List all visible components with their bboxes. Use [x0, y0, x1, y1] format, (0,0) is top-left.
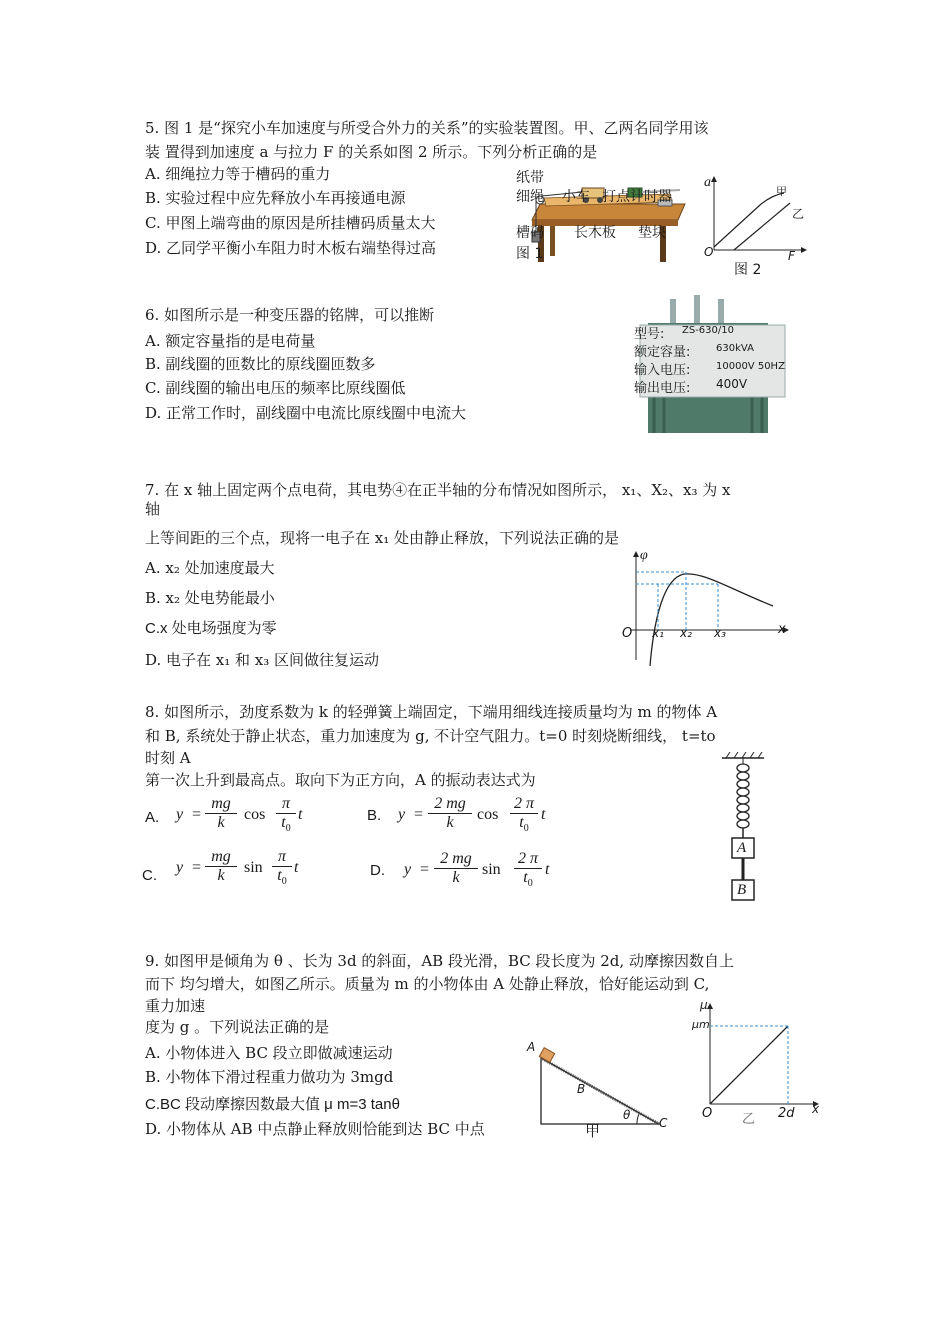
q9-stem-line2: 而下 均匀增大，如图乙所示。质量为 m 的小物体由 A 处静止释放，恰好能运动到 C, [145, 975, 710, 993]
q9-option-a: A. 小物体进入 BC 段立即做减速运动 [145, 1044, 393, 1062]
q6-option-d: D. 正常工作时，副线圈中电流比原线圈中电流大 [145, 404, 467, 422]
q8-b-y: y [398, 806, 406, 823]
label-long-board: 长木板 [574, 225, 616, 241]
q8-a-frac2: $\frac{\pi}{t_0}$ [276, 795, 296, 834]
q8-c-frac1: $\frac{mg}{k}$ [205, 848, 237, 885]
plate-model-label: 型号: [634, 327, 665, 342]
q8-b-eq: = [414, 806, 424, 823]
block-a-label: A [737, 840, 747, 856]
q9-option-b: B. 小物体下滑过程重力做功为 3mgd [145, 1068, 394, 1086]
q8-a-y: y [176, 806, 184, 823]
two-d-label: 2d [778, 1106, 795, 1121]
q8-a-func: cos [244, 806, 266, 823]
plate-model-value: ZS-630/10 [682, 325, 734, 336]
q9-option-d: D. 小物体从 AB 中点静止释放则恰能到达 BC 中点 [145, 1120, 485, 1138]
angle-theta-label: θ [623, 1108, 631, 1122]
plate-output-value: 400V [716, 377, 748, 391]
label-string: 细绳 [516, 189, 544, 205]
point-c-label: C [659, 1116, 668, 1130]
q8-a-frac1: $\frac{mg}{k}$ [205, 795, 237, 832]
plate-capacity-value: 630kVA [716, 343, 754, 354]
label-block: 垫块 [638, 225, 666, 241]
q7-stem-line1b: 轴 [145, 500, 161, 518]
q7-potential-graph [618, 548, 793, 668]
q8-a-eq: = [192, 806, 202, 823]
q8-option-a-label: A. [145, 809, 160, 826]
q8-d-t: t [545, 861, 550, 878]
x1-label: x₁ [652, 626, 664, 640]
q8-a-t: t [298, 806, 303, 823]
q8-b-t: t [541, 806, 546, 823]
label-cart: 小车 [562, 189, 590, 205]
q5-stem-line2: 装 置得到加速度 a 与拉力 F 的关系如图 2 所示。下列分析正确的是 [145, 143, 598, 161]
q8-option-b-label: B. [367, 807, 382, 824]
axis-phi-label: φ [640, 548, 648, 563]
q8-d-frac2: $\frac{2 \pi}{t_0}$ [514, 850, 542, 889]
q9-stem-line4: 度为 g 。下列说法正确的是 [145, 1018, 330, 1036]
q5-option-b: B. 实验过程中应先释放小车再接通电源 [145, 189, 406, 207]
q8-c-t: t [294, 859, 299, 876]
q7-stem-line1: 7. 在 x 轴上固定两个点电荷，其电势④在正半轴的分布情况如图所示， x₁、X₂、x₃ 为 x [145, 481, 731, 499]
plate-output-label: 输出电压: [634, 381, 691, 396]
q8-b-frac1: $\frac{2 mg}{k}$ [428, 795, 472, 832]
q6-option-c: C. 副线圈的输出电压的频率比原线圈低 [145, 379, 406, 397]
point-a-label: A [527, 1040, 536, 1054]
q8-b-func: cos [477, 806, 499, 823]
q5-af-graph [700, 175, 810, 280]
block-b-label: B [737, 882, 747, 898]
plate-input-label: 输入电压: [634, 363, 691, 378]
q7-option-a: A. x₂ 处加速度最大 [145, 559, 275, 577]
q8-stem-line3: 时刻 A [145, 749, 191, 767]
q6-stem: 6. 如图所示是一种变压器的铭牌，可以推断 [145, 306, 435, 324]
q8-c-eq: = [192, 859, 202, 876]
q8-d-eq: = [420, 861, 430, 878]
q9-mu-graph [692, 1000, 822, 1130]
curve-jia-label: 甲 [776, 185, 787, 198]
q7-option-b: B. x₂ 处电势能最小 [145, 589, 275, 607]
q7-option-c: C.x 处电场强度为零 [145, 620, 277, 637]
q9-stem-line1: 9. 如图甲是倾角为 θ 、长为 3d 的斜面，AB 段光滑，BC 段长度为 2d, 动摩擦因数自上 [145, 952, 734, 970]
axis-a-label: a [704, 175, 711, 190]
plate-capacity-label: 额定容量: [634, 345, 691, 360]
axis-f-label: F [788, 249, 795, 263]
q6-option-a: A. 额定容量指的是电荷量 [145, 332, 316, 350]
axis-mu-label: μ [700, 998, 708, 1012]
figure-jia-caption: 甲 [585, 1122, 601, 1140]
q5-option-a: A. 细绳拉力等于槽码的重力 [145, 165, 331, 183]
q8-spring-figure [718, 752, 768, 904]
origin-label: O [622, 626, 633, 641]
q7-option-d: D. 电子在 x₁ 和 x₃ 区间做往复运动 [145, 651, 380, 669]
label-timer: 打点计时器 [602, 189, 672, 205]
q8-stem-line1: 8. 如图所示，劲度系数为 k 的轻弹簧上端固定，下端用细线连接质量均为 m 的物体 A [145, 703, 718, 721]
q8-option-d-label: D. [370, 862, 385, 879]
figure-yi-caption: 乙 [742, 1112, 756, 1127]
q9-option-c: C.BC 段动摩擦因数最大值 μ m=3 tanθ [145, 1096, 400, 1113]
point-b-label: B [577, 1082, 586, 1096]
figure-2-caption: 图 2 [734, 262, 762, 278]
q8-option-c-label: C. [142, 867, 157, 884]
q5-option-d: D. 乙同学平衡小车阻力时木板右端垫得过高 [145, 239, 437, 257]
q8-stem-line2: 和 B, 系统处于静止状态，重力加速度为 g, 不计空气阻力。t=0 时刻烧断细线， t=to [145, 727, 716, 745]
q8-b-frac2: $\frac{2 \pi}{t_0}$ [510, 795, 538, 834]
axis-x-label: x [812, 1102, 820, 1116]
origin-label: O [702, 1106, 713, 1121]
x2-label: x₂ [680, 626, 692, 640]
plate-input-value: 10000V 50HZ [716, 361, 785, 372]
q7-stem-line2: 上等间距的三个点，现将一电子在 x₁ 处由静止释放，下列说法正确的是 [145, 529, 620, 547]
q8-c-y: y [176, 859, 184, 876]
q8-c-frac2: $\frac{\pi}{t_0}$ [272, 848, 292, 887]
origin-label: O [704, 245, 714, 259]
label-weights: 槽码 [516, 225, 544, 241]
q5-option-c: C. 甲图上端弯曲的原因是所挂槽码质量太大 [145, 214, 436, 232]
figure-1-caption: 图 1 [516, 246, 544, 262]
mu-max-label: μm [692, 1018, 710, 1031]
q8-c-func: sin [244, 859, 263, 876]
axis-x-label: x [778, 622, 786, 637]
q8-d-frac1: $\frac{2 mg}{k}$ [434, 850, 478, 887]
q6-option-b: B. 副线圈的匝数比的原线圈匝数多 [145, 355, 376, 373]
curve-yi-label: 乙 [792, 207, 805, 221]
q5-apparatus-figure [510, 162, 690, 270]
q6-transformer-nameplate [630, 295, 790, 440]
q8-d-func: sin [482, 861, 501, 878]
label-paper-tape: 纸带 [516, 170, 544, 186]
q9-stem-line3: 重力加速 [145, 997, 206, 1015]
q8-d-y: y [404, 861, 412, 878]
q5-stem-line1: 5. 图 1 是“探究小车加速度与所受合外力的关系”的实验装置图。甲、乙两名同学用该 [145, 119, 709, 137]
q8-stem-line4: 第一次上升到最高点。取向下为正方向，A 的振动表达式为 [145, 771, 536, 789]
q9-incline-figure [525, 1040, 675, 1140]
x3-label: x₃ [714, 626, 726, 640]
